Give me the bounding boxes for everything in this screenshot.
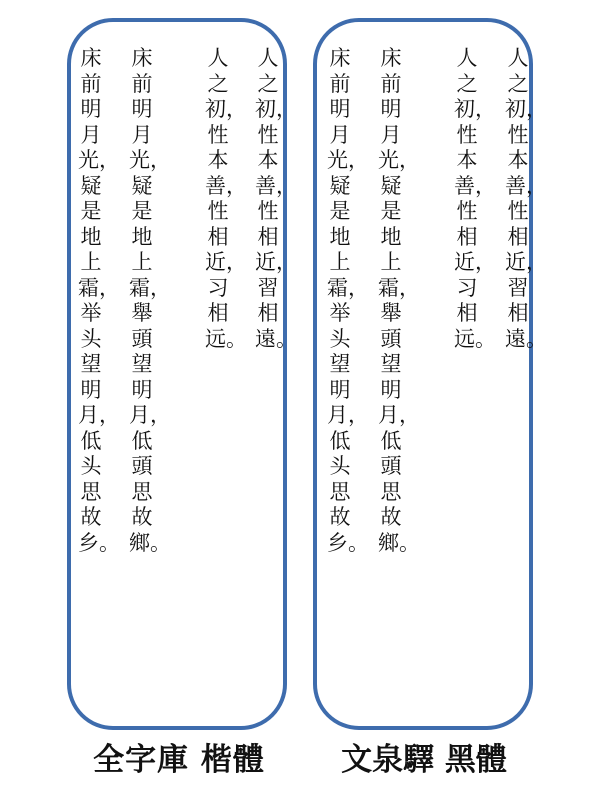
text-column-simplified-2: 床前明月光，疑是地上霜，举头望明月，低头思故乡。: [327, 46, 369, 555]
heiti-sample-panel: [313, 18, 547, 730]
kaiti-sample-panel: [67, 18, 297, 730]
heiti-font-caption: 文泉驛 黑體: [341, 742, 507, 778]
text-column-simplified-1: 人之初，性本善，性相近，习相远。: [205, 46, 247, 351]
kaiti-font-caption: 全字庫 楷體: [93, 742, 265, 778]
text-column-traditional-2: 床前明月光，疑是地上霜，舉頭望明月，低頭思故鄉。: [378, 46, 420, 555]
text-column-traditional-1: 人之初，性本善，性相近，習相遠。: [255, 46, 297, 351]
text-column-simplified-1: 人之初，性本善，性相近，习相远。: [454, 46, 496, 351]
text-column-simplified-2: 床前明月光，疑是地上霜，举头望明月，低头思故乡。: [78, 46, 120, 555]
text-column-traditional-2: 床前明月光，疑是地上霜，舉頭望明月，低頭思故鄉。: [129, 46, 171, 555]
text-column-traditional-1: 人之初，性本善，性相近，習相遠。: [505, 46, 547, 351]
